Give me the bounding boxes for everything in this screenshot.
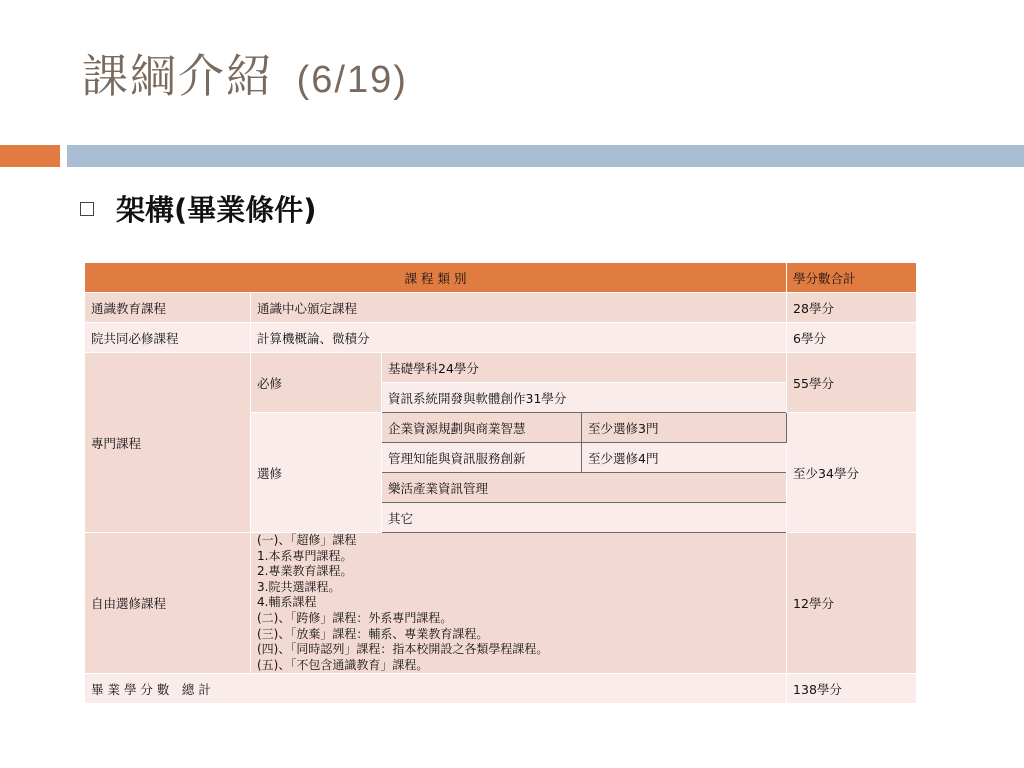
required-credits: 55學分 — [787, 353, 917, 413]
square-bullet-icon — [80, 202, 94, 216]
table-row — [85, 674, 917, 704]
free-elective-line: (五)、「不包含通識教育」課程。 — [257, 657, 429, 672]
table-header-row — [85, 263, 917, 293]
elective-label: 選修 — [251, 413, 382, 533]
elective-track: 企業資源規劃與商業智慧 — [382, 413, 582, 443]
header-credits: 學分數合計 — [787, 263, 917, 293]
elective-track: 樂活產業資訊管理 — [382, 473, 787, 503]
row-description: 通識中心頒定課程 — [251, 293, 787, 323]
free-elective-line: 4.輔系課程 — [257, 595, 317, 610]
major-courses-label: 專門課程 — [85, 353, 251, 533]
row-credits: 28學分 — [787, 293, 917, 323]
required-item: 基礎學科24學分 — [382, 353, 787, 383]
graduation-requirements-table — [84, 262, 917, 704]
elective-track-requirement: 至少選修4門 — [582, 443, 787, 473]
free-elective-line: 3.院共選課程。 — [257, 579, 341, 594]
free-elective-line: (四)、「同時認列」課程：指本校開設之各類學程課程。 — [257, 642, 549, 657]
row-credits: 12學分 — [787, 533, 917, 674]
row-label: 自由選修課程 — [85, 533, 251, 674]
free-elective-line: 1.本系專門課程。 — [257, 548, 353, 563]
free-elective-details — [251, 533, 787, 674]
free-elective-line: 2.專業教育課程。 — [257, 564, 353, 579]
required-label: 必修 — [251, 353, 382, 413]
slide-page-indicator: (6/19) — [296, 59, 408, 101]
table-row — [85, 293, 917, 323]
elective-track-requirement: 至少選修3門 — [582, 413, 787, 443]
row-description: 計算機概論、微積分 — [251, 323, 787, 353]
row-label: 通識教育課程 — [85, 293, 251, 323]
header-category: 課 程 類 別 — [85, 263, 787, 293]
accent-bar-blue — [67, 145, 1024, 167]
row-credits: 6學分 — [787, 323, 917, 353]
required-item: 資訊系統開發與軟體創作31學分 — [382, 383, 787, 413]
free-elective-line: (二)、「跨修」課程：外系專門課程。 — [257, 610, 453, 625]
elective-track: 其它 — [382, 503, 787, 533]
table-row — [85, 323, 917, 353]
accent-bar-orange — [0, 145, 60, 167]
slide-title-text: 課綱介紹 — [82, 49, 274, 103]
elective-track: 管理知能與資訊服務創新 — [382, 443, 582, 473]
slide-title — [82, 40, 408, 106]
free-elective-line: (三)、「放棄」課程：輔系、專業教育課程。 — [257, 626, 489, 641]
bullet-heading: 架構(畢業條件) — [116, 193, 317, 227]
total-credits: 138學分 — [787, 674, 917, 704]
total-label: 畢 業 學 分 數 總 計 — [85, 674, 787, 704]
table-row — [85, 533, 917, 674]
row-label: 院共同必修課程 — [85, 323, 251, 353]
table-row — [85, 353, 917, 383]
elective-credits: 至少34學分 — [787, 413, 917, 533]
free-elective-line: (一)、「超修」課程 — [257, 533, 357, 547]
